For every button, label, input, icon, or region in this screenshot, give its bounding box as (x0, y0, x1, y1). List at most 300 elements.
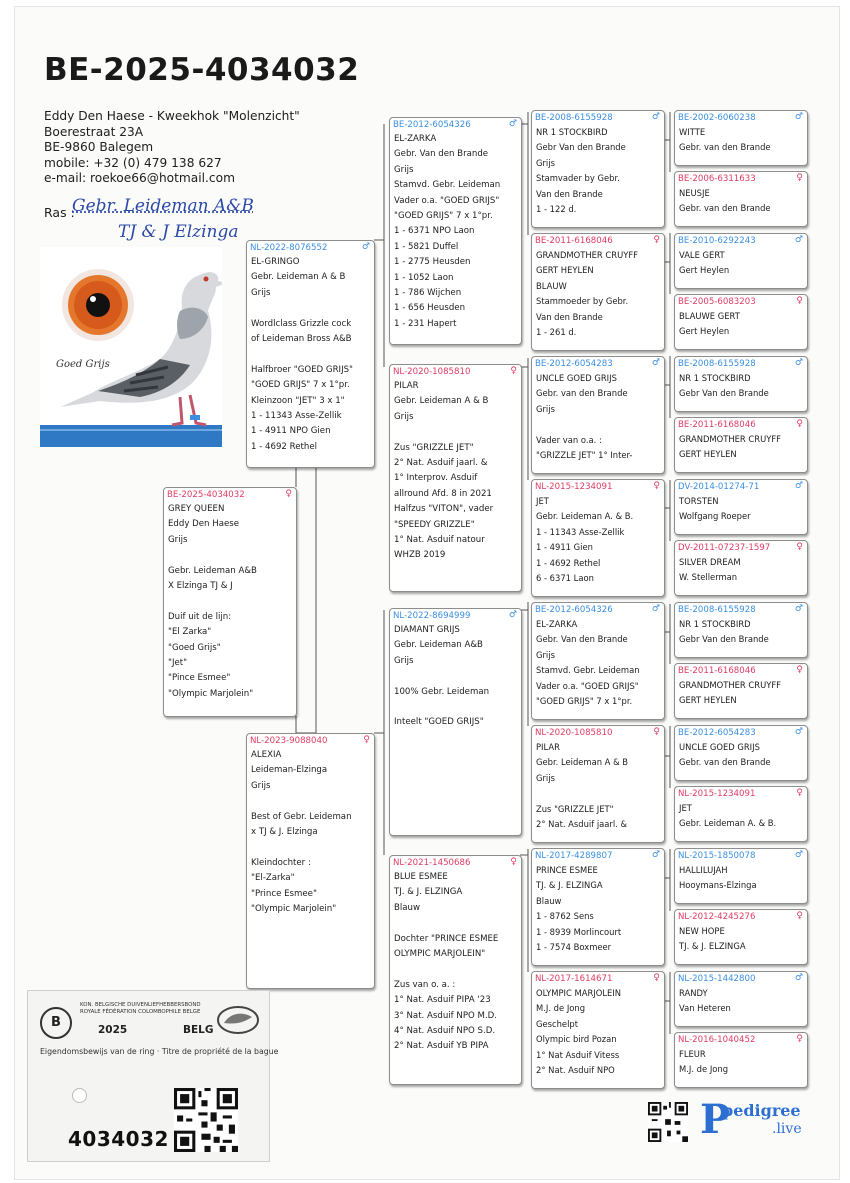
female-symbol-icon: ♀ (653, 973, 660, 983)
pedigree-card-ring (675, 111, 807, 125)
pigeon-name: NEUSJE (679, 188, 710, 198)
ring-number: DV-2011-07237-1597 (678, 543, 771, 553)
pedigree-card-ring (247, 241, 374, 255)
pigeon-name: GRANDMOTHER CRUYFF (536, 250, 638, 260)
pedigree-card-line: Zus "GRIZZLE JET" (394, 442, 474, 453)
pigeon-name: GREY QUEEN (168, 504, 225, 514)
pedigree-card-line (247, 840, 374, 855)
pedigree-card-line: M.J. de Jong (679, 1064, 729, 1075)
ring-ownership-card (27, 990, 279, 1162)
pedigree-card-line (532, 417, 664, 432)
ring-number: BE-2008-6155928 (535, 113, 613, 123)
pedigree-card-line: 2° Nat. Asduif YB PIPA (394, 1041, 489, 1052)
pedigree-card-ring (675, 910, 807, 924)
ring-number: NL-2022-8076552 (250, 243, 328, 253)
pigeon-name: EL-ZARKA (536, 619, 578, 629)
pedigree-card-line: TJ. & J. ELZINGA (679, 941, 746, 952)
breeder-mobile: mobile: +32 (0) 479 138 627 (44, 155, 222, 170)
pedigree-card-line: Van Heteren (679, 1003, 731, 1014)
pedigree-card-line: Geschelpt (536, 1018, 578, 1029)
pigeon-name: NEW HOPE (679, 926, 725, 936)
pedigree-card-ring (675, 849, 807, 863)
pedigree-card-line: Gebr. Leideman A & B (536, 757, 629, 768)
pedigree-card-line: "GOED GRIJS" 7 x 1°pr. (394, 211, 493, 222)
male-symbol-icon: ♂ (651, 112, 660, 122)
pedigree-card[interactable] (674, 602, 808, 658)
ras-handwritten-line-1: Gebr. Leideman A&B (72, 196, 254, 216)
ring-card-country: BELG (183, 1024, 214, 1036)
pedigree-card-ring (532, 972, 664, 986)
ring-number: NL-2016-1040452 (678, 1035, 756, 1045)
pedigree-card-line: Gebr Van den Brande (536, 142, 626, 153)
pedigree-card-line: Grijs (394, 655, 414, 666)
pedigree-card-line: of Leideman Bross A&B (251, 334, 352, 345)
male-symbol-icon: ♂ (794, 235, 803, 245)
pigeon-name: WITTE (679, 127, 706, 137)
pedigree-card[interactable] (674, 848, 808, 904)
pedigree-card-line: W. Stellerman (679, 572, 738, 583)
pedigree-card-line (247, 794, 374, 809)
pedigree-card[interactable] (531, 602, 665, 720)
pedigree-card[interactable] (674, 417, 808, 473)
pigeon-name: EL-ZARKA (394, 134, 437, 144)
pedigree-card-line: Gebr Van den Brande (679, 388, 769, 399)
pedigree-card-line: Gebr. Leideman A. & B. (536, 511, 634, 522)
pedigree-card[interactable] (389, 364, 522, 592)
pedigree-card[interactable] (674, 909, 808, 965)
pedigree-card-line: allround Afd. 8 in 2021 (394, 488, 492, 499)
pigeon-name: RANDY (679, 988, 708, 998)
pedigree-card[interactable] (674, 540, 808, 596)
pedigree-card-line: Stammoeder by Gebr. (536, 296, 629, 307)
pedigree-card-line: Grijs (251, 780, 271, 791)
female-symbol-icon: ♀ (796, 296, 803, 306)
pedigree-card-line: Grijs (394, 411, 414, 422)
ring-card-org-line1: KON. BELGISCHE DUIVENLIEFHEBBERSBOND (80, 1002, 201, 1008)
pedigree-card-line: Zus "GRIZZLE JET" (536, 803, 614, 814)
pedigree-card-line (164, 594, 296, 609)
pedigree-card-line: Stamvd. Gebr. Leideman (536, 665, 640, 676)
female-symbol-icon: ♀ (796, 1034, 803, 1044)
pedigree-card-line: Gebr. Van den Brande (536, 634, 628, 645)
male-symbol-icon: ♂ (508, 610, 517, 620)
pedigree-card-ring (390, 609, 521, 623)
pedigree-card-line: Gebr Van den Brande (679, 634, 769, 645)
pedigree-card-line: Van den Brande (536, 311, 603, 322)
pedigree-card-line: "Olympic Marjolein" (168, 688, 254, 699)
pedigree-card-line: "Jet" (168, 658, 188, 669)
breeder-city: BE-9860 Balegem (44, 140, 154, 155)
pedigree-card-line: Hooymans-Elzinga (679, 880, 757, 891)
pedigree-live-logo[interactable] (700, 1096, 812, 1143)
pedigree-card-line: M.J. de Jong (536, 1003, 586, 1014)
pedigree-card[interactable] (389, 855, 522, 1085)
pedigree-card-line: 1° Interprov. Asduif (394, 473, 478, 484)
pedigree-card-line: GERT HEYLEN (679, 449, 737, 460)
pedigree-card[interactable] (389, 608, 522, 836)
pedigree-card-ring (675, 664, 807, 678)
ring-number: NL-2015-1442800 (678, 974, 756, 984)
ring-number: BE-2006-6311633 (678, 174, 756, 184)
ring-number: BE-2012-6054326 (393, 120, 471, 130)
brand-main: pedigree (722, 1101, 801, 1120)
female-symbol-icon: ♀ (653, 727, 660, 737)
pedigree-card-line (247, 301, 374, 316)
pedigree-card-line: 1 - 231 Hapert (394, 318, 457, 329)
pedigree-card-line: Gebr. Van den Brande (394, 149, 489, 160)
pedigree-card-line: Olympic bird Pozan (536, 1034, 617, 1045)
footer-qr-code-icon[interactable] (648, 1102, 688, 1142)
pedigree-card-line: Gebr. van den Brande (679, 203, 771, 214)
pigeon-name: UNCLE GOED GRIJS (679, 742, 760, 752)
pedigree-card[interactable] (531, 971, 665, 1089)
pedigree-card-ring (532, 357, 664, 371)
pedigree-card[interactable] (674, 356, 808, 412)
pedigree-card-line: 1° Nat. Asduif PIPA '23 (394, 995, 491, 1006)
ring-number: BE-2008-6155928 (678, 359, 756, 369)
male-symbol-icon: ♂ (794, 112, 803, 122)
pedigree-card[interactable] (674, 171, 808, 227)
pedigree-card[interactable] (246, 240, 375, 468)
ring-number: DV-2014-01274-71 (678, 482, 760, 492)
ring-number: NL-2021-1450686 (393, 858, 471, 868)
male-symbol-icon: ♂ (794, 973, 803, 983)
female-symbol-icon: ♀ (796, 788, 803, 798)
pedigree-card-line: 1 - 261 d. (536, 327, 577, 338)
pigeon-name: FLEUR (679, 1049, 706, 1059)
ring-number: BE-2012-6054283 (535, 359, 613, 369)
ring-number: NL-2015-1850078 (678, 851, 756, 861)
male-symbol-icon: ♂ (794, 850, 803, 860)
pedigree-card[interactable] (674, 233, 808, 289)
pedigree-card-line: "El-Zarka" (251, 873, 295, 884)
pedigree-card-line: Gebr. Leideman A&B (394, 640, 483, 651)
ring-number: NL-2015-1234091 (678, 789, 756, 799)
male-symbol-icon: ♂ (651, 604, 660, 614)
ring-number: NL-2015-1234091 (535, 482, 613, 492)
pedigree-card-line: Vader o.a. "GOED GRIJS" (536, 680, 639, 691)
pedigree-card-line: 1 - 11343 Asse-Zellik (251, 411, 342, 422)
pedigree-card-line: 1° Nat. Asduif natour (394, 535, 485, 546)
pedigree-card[interactable] (246, 733, 375, 989)
female-symbol-icon: ♀ (653, 481, 660, 491)
pedigree-card-ring (675, 357, 807, 371)
ring-number: BE-2011-6168046 (535, 236, 613, 246)
pedigree-card-line: Stamvd. Gebr. Leideman (394, 180, 501, 191)
pedigree-card-line: GERT HEYLEN (536, 265, 594, 276)
pedigree-card-line: Vader o.a. "GOED GRIJS" (394, 195, 500, 206)
ring-number: NL-2020-1085810 (393, 367, 471, 377)
ring-number: NL-2017-1614671 (535, 974, 613, 984)
pedigree-card[interactable] (531, 725, 665, 843)
pedigree-card-line: 1 - 786 Wijchen (394, 288, 462, 299)
pedigree-card-ring (675, 418, 807, 432)
brand-sub: .live (772, 1121, 802, 1137)
pedigree-card-ring (390, 856, 521, 870)
pedigree-card-ring (675, 787, 807, 801)
pedigree-logo-p-icon: P (700, 1096, 731, 1143)
pedigree-card[interactable] (531, 479, 665, 597)
pedigree-card[interactable] (674, 663, 808, 719)
ring-card-organisation (80, 1002, 201, 1016)
pedigree-card-line: "El Zarka" (168, 627, 212, 638)
pedigree-card-ring (532, 726, 664, 740)
pedigree-card-line: Gebr. van den Brande (536, 388, 628, 399)
pedigree-card-line: Gebr. van den Brande (679, 142, 771, 153)
pedigree-card-ring (247, 734, 374, 748)
ring-number: BE-2012-6054283 (678, 728, 756, 738)
pedigree-card-line: 100% Gebr. Leideman (394, 686, 490, 697)
pedigree-card[interactable] (674, 971, 808, 1027)
pigeon-name: JET (536, 496, 549, 506)
pedigree-card-line: Grijs (536, 403, 555, 414)
female-symbol-icon: ♀ (796, 665, 803, 675)
female-symbol-icon: ♀ (363, 735, 370, 745)
pedigree-card[interactable] (531, 110, 665, 228)
pedigree-card-ring (675, 541, 807, 555)
pedigree-card-ring (390, 365, 521, 379)
ring-number: BE-2011-6168046 (678, 666, 756, 676)
pedigree-card-line: 1 - 8762 Sens (536, 911, 594, 922)
female-symbol-icon: ♀ (285, 489, 292, 499)
pedigree-card-line: 1 - 11343 Asse-Zellik (536, 526, 625, 537)
pedigree-card-line: "Olympic Marjolein" (251, 904, 337, 915)
pedigree-card-line: 3° Nat. Asduif NPO M.D. (394, 1010, 498, 1021)
pedigree-card[interactable] (674, 725, 808, 781)
pedigree-card-line: 1 - 6371 NPO Laon (394, 226, 475, 237)
ring-number: BE-2010-6292243 (678, 236, 756, 246)
pigeon-logo-icon (216, 1005, 260, 1035)
pedigree-card-line: Stamvader by Gebr. (536, 173, 620, 184)
pedigree-card-ring (675, 603, 807, 617)
pedigree-card-line: 1 - 4911 Gien (536, 542, 593, 553)
male-symbol-icon: ♂ (651, 850, 660, 860)
female-symbol-icon: ♀ (653, 235, 660, 245)
ring-card-number: 4034032 (68, 1127, 169, 1151)
pedigree-card-line (390, 916, 521, 931)
female-symbol-icon: ♀ (796, 542, 803, 552)
pedigree-card-line: "GRIZZLE JET" 1° Inter- (536, 450, 633, 461)
pedigree-card-ring (532, 234, 664, 248)
pedigree-card-line: 1° Nat Asduif Vitess (536, 1049, 620, 1060)
ring-number: BE-2002-6060238 (678, 113, 756, 123)
breeder-name: Eddy Den Haese - Kweekhok "Molenzicht" (44, 109, 300, 123)
female-symbol-icon: ♀ (796, 419, 803, 429)
pedigree-card-line: Zus van o. a. : (394, 979, 456, 990)
pedigree-card-line: "Pince Esmee" (168, 673, 231, 684)
pedigree-card-ring (675, 295, 807, 309)
pedigree-card-line: "GOED GRIJS" 7 x 1°pr. (536, 696, 633, 707)
male-symbol-icon: ♂ (794, 481, 803, 491)
breeder-email: e-mail: roekoe66@hotmail.com (44, 171, 235, 186)
pedigree-card-line: 1 - 4911 NPO Gien (251, 426, 331, 437)
pedigree-card-ring (532, 603, 664, 617)
ring-card-qr-code-icon (174, 1088, 238, 1152)
pigeon-name: JET (679, 803, 692, 813)
pedigree-card-line: Leideman-Elzinga (251, 765, 328, 776)
ras-handwritten-line-2: TJ & J Elzinga (118, 222, 239, 242)
pedigree-card-line: 1 - 5821 Duffel (394, 241, 459, 252)
ring-number: NL-2020-1085810 (535, 728, 613, 738)
pedigree-card-line: Blauw (536, 895, 562, 906)
pedigree-card-line: Halfbroer "GOED GRIJS" (251, 364, 354, 375)
pedigree-card-line: 1 - 7574 Boxmeer (536, 942, 612, 953)
male-symbol-icon: ♂ (651, 358, 660, 368)
pigeon-name: SILVER DREAM (679, 557, 741, 567)
pedigree-card-ring (675, 234, 807, 248)
pedigree-card[interactable] (674, 110, 808, 166)
pedigree-card-line: Gebr. van den Brande (679, 757, 771, 768)
female-symbol-icon: ♀ (796, 911, 803, 921)
pedigree-card-ring (532, 111, 664, 125)
pedigree-card-line: Blauw (394, 902, 421, 913)
pedigree-card-line: Duif uit de lijn: (168, 611, 232, 622)
pigeon-name: NR 1 STOCKBIRD (536, 127, 608, 137)
kbdb-logo-icon: B (40, 1007, 72, 1039)
ring-card-hole (72, 1088, 87, 1103)
ring-number: NL-2017-4289807 (535, 851, 613, 861)
pedigree-card-line: TJ. & J. ELZINGA (394, 887, 463, 898)
pigeon-name: GRANDMOTHER CRUYFF (679, 434, 781, 444)
pigeon-name: DIAMANT GRIJS (394, 625, 460, 635)
pedigree-card-ring (675, 480, 807, 494)
male-symbol-icon: ♂ (361, 242, 370, 252)
pedigree-card-line: Gebr. Leideman A & B (251, 272, 346, 283)
pedigree-card-line: Best of Gebr. Leideman (251, 811, 352, 822)
pedigree-card-line (390, 962, 521, 977)
pigeon-name: NR 1 STOCKBIRD (679, 619, 751, 629)
male-symbol-icon: ♂ (794, 358, 803, 368)
pedigree-card[interactable] (674, 479, 808, 535)
pedigree-card-line: Wolfgang Roeper (679, 511, 751, 522)
pedigree-card-line: Gert Heylen (679, 265, 730, 276)
pedigree-card-line (390, 425, 521, 440)
pedigree-card-line: 2° Nat. Asduif NPO (536, 1065, 615, 1076)
ring-number: NL-2012-4245276 (678, 912, 756, 922)
pedigree-card-line: 1 - 2775 Heusden (394, 257, 471, 268)
pedigree-card-line: 6 - 6371 Laon (536, 573, 594, 584)
pedigree-card[interactable] (531, 356, 665, 474)
pedigree-card-line: WHZB 2019 (394, 550, 446, 561)
pedigree-card-line: Kleindochter : (251, 857, 311, 868)
pedigree-card-line: 2° Nat. Asduif jaarl. & (394, 458, 488, 469)
pedigree-card-line (247, 347, 374, 362)
pigeon-name: PRINCE ESMEE (536, 865, 598, 875)
pedigree-card-line: TJ. & J. ELZINGA (536, 880, 603, 891)
ring-number: NL-2022-8694999 (393, 611, 471, 621)
pedigree-card-line: Halfzus "VITON", vader (394, 504, 494, 515)
pedigree-card-line (390, 700, 521, 715)
ring-card-year: 2025 (98, 1024, 128, 1036)
pedigree-card-ring (164, 488, 296, 502)
pedigree-card-line: Inteelt "GOED GRIJS" (394, 717, 484, 728)
ring-number: BE-2025-4034032 (167, 490, 245, 500)
pedigree-card-ring (675, 726, 807, 740)
photo-caption: Goed Grijs (56, 359, 110, 370)
pigeon-name: OLYMPIC MARJOLEIN (536, 988, 622, 998)
pedigree-card-line: 1 - 8939 Morlincourt (536, 926, 622, 937)
pedigree-card-line: 1 - 656 Heusden (394, 303, 466, 314)
female-symbol-icon: ♀ (510, 857, 517, 867)
pedigree-card[interactable] (163, 487, 297, 717)
ring-card-title: Eigendomsbewijs van de ring · Titre de propriété de la bague (40, 1047, 279, 1056)
pedigree-card-line: Grijs (168, 534, 188, 545)
pedigree-card-line: Gebr. Leideman A&B (168, 565, 257, 576)
pigeon-name: NR 1 STOCKBIRD (679, 373, 751, 383)
pigeon-name: TORSTEN (679, 496, 719, 506)
pedigree-card-line: Gebr. Leideman A & B (394, 396, 489, 407)
male-symbol-icon: ♂ (508, 119, 517, 129)
pedigree-card[interactable] (674, 294, 808, 350)
pedigree-card-line: X Elzinga TJ & J (168, 581, 233, 592)
female-symbol-icon: ♀ (796, 173, 803, 183)
pedigree-card[interactable] (531, 848, 665, 966)
pedigree-card-ring (532, 849, 664, 863)
pedigree-card-line (164, 548, 296, 563)
pedigree-card-line: Gebr. Leideman A. & B. (679, 818, 777, 829)
pedigree-card-line: Gert Heylen (679, 326, 730, 337)
pedigree-card-line: Grijs (536, 772, 555, 783)
pedigree-card-line: Wordlclass Grizzle cock (251, 318, 352, 329)
pedigree-card-line: 2° Nat. Asduif jaarl. & (536, 819, 628, 830)
pedigree-card-line: 4° Nat. Asduif NPO S.D. (394, 1026, 496, 1037)
pigeon-name: GRANDMOTHER CRUYFF (679, 680, 781, 690)
pedigree-card-line: "SPEEDY GRIZZLE" (394, 519, 475, 530)
pedigree-card-line: Eddy Den Haese (168, 519, 240, 530)
pedigree-card-line: Kleinzoon "JET" 3 x 1" (251, 395, 345, 406)
pedigree-card-line: Grijs (251, 287, 271, 298)
pedigree-card-ring (675, 172, 807, 186)
pedigree-card-line: 1 - 122 d. (536, 204, 577, 215)
pigeon-name: ALEXIA (251, 750, 282, 760)
pigeon-name: PILAR (394, 381, 419, 391)
pedigree-card-line: GERT HEYLEN (679, 695, 737, 706)
pedigree-card-line: Grijs (536, 157, 555, 168)
pigeon-name: EL-GRINGO (251, 257, 300, 267)
pigeon-name: BLAUWE GERT (679, 311, 740, 321)
ring-number: NL-2023-9088040 (250, 736, 328, 746)
ring-number: BE-2005-6083203 (678, 297, 756, 307)
pedigree-card[interactable] (531, 233, 665, 351)
pedigree-card-line: Van den Brande (536, 188, 603, 199)
pedigree-card-line: 1 - 1052 Laon (394, 272, 454, 283)
pedigree-card-line: "Goed Grijs" (168, 642, 221, 653)
pedigree-card-line (532, 786, 664, 801)
pedigree-card-line: 1 - 4692 Rethel (536, 557, 601, 568)
pigeon-name: VALE GERT (679, 250, 725, 260)
pedigree-card-line: "GOED GRIJS" 7 x 1°pr. (251, 380, 350, 391)
pedigree-card-line: Grijs (536, 649, 555, 660)
pedigree-card[interactable] (389, 117, 522, 345)
pigeon-name: PILAR (536, 742, 560, 752)
male-symbol-icon: ♂ (794, 727, 803, 737)
male-symbol-icon: ♂ (794, 604, 803, 614)
pedigree-card[interactable] (674, 1032, 808, 1088)
female-symbol-icon: ♀ (510, 366, 517, 376)
pedigree-card-line: "Prince Esmee" (251, 888, 317, 899)
pedigree-card-ring (675, 972, 807, 986)
ras-label: Ras : (44, 205, 75, 220)
pigeon-ring-title: BE-2025-4034032 (44, 52, 360, 88)
pedigree-card-line: OLYMPIC MARJOLEIN" (394, 949, 486, 960)
pedigree-card[interactable] (674, 786, 808, 842)
ring-number: BE-2011-6168046 (678, 420, 756, 430)
pedigree-card-ring (390, 118, 521, 132)
pigeon-name: HALLILUJAH (679, 865, 728, 875)
pigeon-name: UNCLE GOED GRIJS (536, 373, 617, 383)
breeder-street: Boerestraat 23A (44, 124, 144, 139)
pedigree-card-line: BLAUW (536, 280, 567, 291)
